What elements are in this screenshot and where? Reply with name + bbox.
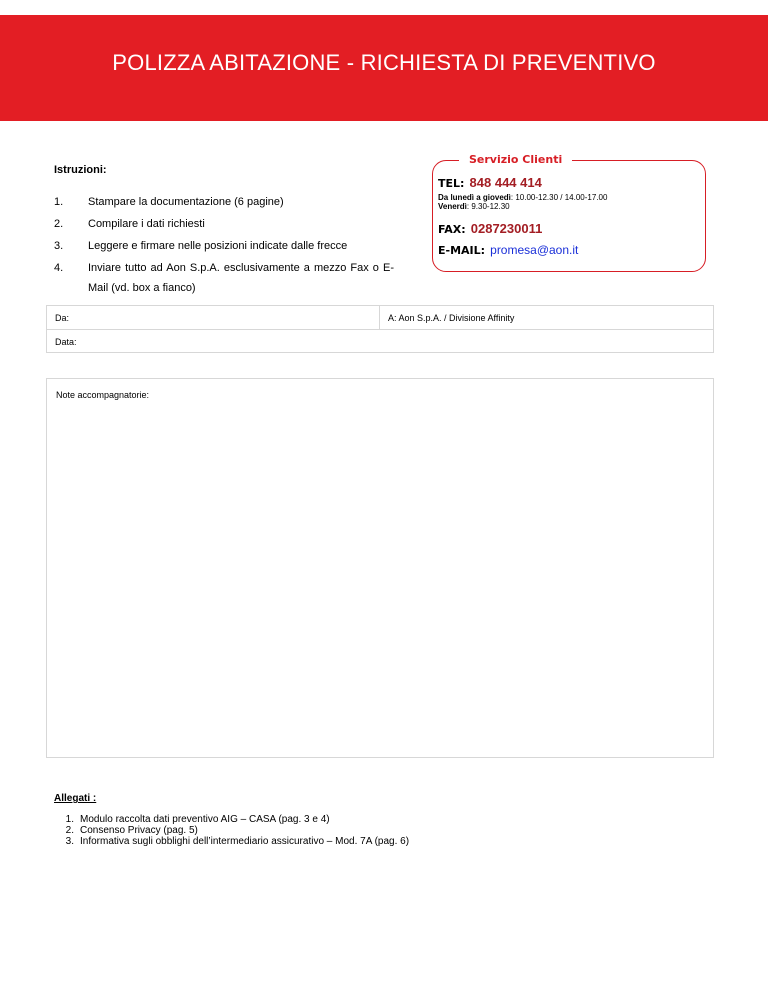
list-item-number: 1. xyxy=(54,196,64,208)
hours-friday-key: Venerdì xyxy=(438,202,467,211)
customer-service-label: Servizio Clienti xyxy=(459,153,572,166)
list-item-text: Stampare la documentazione (6 pagine) xyxy=(88,196,284,208)
list-item-number: 1. xyxy=(65,814,74,825)
tel-label: TEL: xyxy=(438,177,465,190)
list-item-text: Informativa sugli obblighi dell’intermediario assicurativo – Mod. 7A (pag. 6) xyxy=(80,836,410,847)
list-item-text: Modulo raccolta dati preventivo AIG – CASA (pag. 3 e 4) xyxy=(80,814,330,825)
list-item-text: Inviare tutto ad Aon S.p.A. esclusivamente a mezzo Fax o E-Mail (vd. box a fianco) xyxy=(88,262,394,294)
list-item-text: Consenso Privacy (pag. 5) xyxy=(80,825,198,836)
list-item-number: 2. xyxy=(54,218,64,230)
list-item xyxy=(54,814,409,825)
hours-weekday-key: Da lunedì a giovedì xyxy=(438,193,511,202)
list-item xyxy=(54,192,394,212)
list-item-number: 2. xyxy=(65,825,74,836)
tel-row xyxy=(438,172,542,191)
instructions-heading: Istruzioni: xyxy=(54,164,107,176)
list-item-text: Leggere e firmare nelle posizioni indicate dalle frecce xyxy=(88,240,348,252)
fax-row xyxy=(438,218,542,237)
tel-number: 848 444 414 xyxy=(469,175,542,190)
list-item-text: Compilare i dati richiesti xyxy=(88,218,205,230)
notes-box xyxy=(46,378,714,758)
list-item xyxy=(54,214,394,234)
list-item xyxy=(54,236,394,256)
customer-service-box xyxy=(432,153,706,272)
date-field-label: Data: xyxy=(55,337,77,347)
list-item xyxy=(54,836,409,847)
email-link[interactable]: promesa@aon.it xyxy=(490,243,579,257)
hours-weekday-value: : 10.00-12.30 / 14.00-17.00 xyxy=(510,193,608,202)
attachments-heading: Allegati : xyxy=(54,793,97,804)
instructions-list xyxy=(54,192,394,300)
from-field-label: Da: xyxy=(55,313,70,323)
email-label: E-MAIL: xyxy=(438,244,486,257)
hours-friday xyxy=(438,202,510,212)
to-field-label: A: Aon S.p.A. / Divisione Affinity xyxy=(388,313,515,323)
notes-label: Note accompagnatorie: xyxy=(56,390,150,400)
page-title: POLIZZA ABITAZIONE - RICHIESTA DI PREVENTIVO xyxy=(112,50,656,75)
header-form-table xyxy=(46,305,714,353)
email-row xyxy=(438,239,578,258)
list-item-number: 4. xyxy=(54,262,64,274)
attachments-list xyxy=(54,814,409,847)
list-item-number: 3. xyxy=(65,836,74,847)
list-item xyxy=(54,825,409,836)
hours-friday-value: : 9.30-12.30 xyxy=(466,202,510,211)
list-item-number: 3. xyxy=(54,240,64,252)
fax-label: FAX: xyxy=(438,223,466,236)
fax-number: 0287230011 xyxy=(470,221,543,236)
list-item xyxy=(54,258,394,298)
header-banner xyxy=(0,15,768,121)
